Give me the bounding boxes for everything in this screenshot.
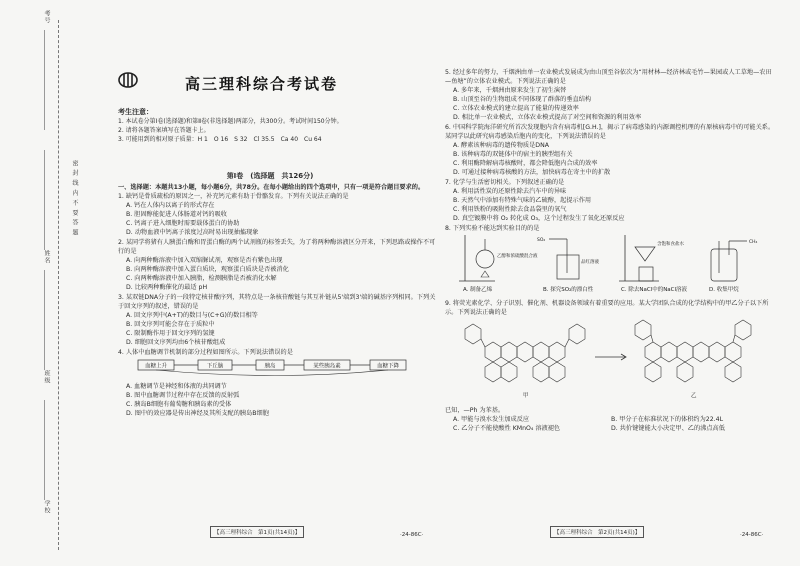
label-exam-number: 考号 [43, 10, 50, 24]
option: C. 立体农业模式的建立提高了能量的传递效率 [453, 105, 579, 112]
diagram-box-label: 胰岛 [264, 363, 276, 370]
seal-dashed-line [58, 20, 59, 550]
option: B. 回文序列可能会存在于质粒中 [126, 321, 215, 328]
option: C. 利用铁粉的吸附性除去食品袋里的氧气 [453, 206, 567, 213]
option: B. 天然气中添加有特殊气味的乙硫醇，起提示作用 [453, 197, 592, 204]
exp-label-a: A. 制备乙烯 [463, 287, 493, 293]
field-school [44, 400, 45, 500]
option: D. 图中的效应器是传出神经及其所支配的胰岛B细胞 [126, 410, 269, 417]
option: C. 乙分子不能使酸性 KMnO₄ 溶液褪色 [453, 425, 561, 432]
question-1 [118, 192, 440, 237]
exp-note: 含饱和食盐水 [657, 242, 684, 247]
question-9 [445, 299, 775, 433]
q9-options [445, 415, 775, 433]
note-line: 2. 请将各题答案填写在答题卡上。 [118, 127, 210, 134]
option: A. 回文序列中(A+T)的数目与(C+G)的数目相等 [126, 312, 258, 319]
option: D. 共价键键能大小决定甲、乙的沸点高低 [611, 425, 725, 432]
option: D. 比较两种酶催化的最适 pH [126, 284, 208, 291]
structure-label-yi: 乙 [691, 393, 697, 399]
diagram-box-label: 血糖下降 [376, 363, 400, 370]
exp-note: SO₂ [537, 238, 546, 243]
apparatus-b [537, 237, 599, 293]
section-heading: 第Ⅰ卷 (选择题 共126分) [226, 172, 314, 180]
question-stem: 5. 经过多年的努力，千烟洲由单一农业模式发展成为由山顶至谷依次为“用材林—经济林或毛竹—果园或人工草地—农田—鱼塘”的立体农业模式。下列说法正确的是 [445, 69, 772, 85]
question-stem: 7. 化学与生活密切相关。下列叙述正确的是 [445, 179, 565, 186]
question-4 [118, 348, 440, 418]
structure-label-jia: 甲 [523, 393, 529, 399]
diagram-box-label: 某些胰岛素 [313, 363, 341, 370]
option: B. 山顶至谷的生物组成不同体现了群落的垂直结构 [453, 96, 592, 103]
question-3 [118, 293, 440, 347]
question-stem: 1. 缺钙是骨质疏松的原因之一，补充钙元素有助于骨骼发育。下列有关说法正确的是 [118, 193, 349, 200]
option: A. 利用活性炭的还原性除去汽车中的异味 [453, 188, 567, 195]
exp-note: 品红溶液 [581, 260, 599, 265]
question-stem: 9. 将荧光素化学、分子识别、催化剂、机器设备领域有着重要的应用。某大学团队合成的化学结构中的甲乙分子以下所示。下列说法正确的是 [445, 300, 769, 316]
option: D. 细胞回文序列均由6个核苷酸组成 [126, 339, 226, 346]
field-name [44, 150, 45, 250]
question-7 [445, 178, 775, 223]
publisher-logo-icon [118, 70, 138, 90]
glucose-regulation-diagram [118, 357, 418, 379]
option: B. 胆固醇能促进人体肠道对钙的吸收 [126, 211, 227, 218]
molecule-jia [465, 324, 585, 382]
option: D. 相比单一农业模式，立体农业模式提高了对空间和资源的利用效率 [453, 114, 642, 121]
exam-notes [118, 108, 438, 144]
exp-label-d: D. 收集甲烷 [709, 287, 739, 293]
option: B. 该种病毒的双链体中的宿主的胰型组有关 [453, 151, 573, 158]
question-stem: 6. 中国科学院海洋研究所首次发现胞内含有病毒机[G.H.]，揭示了病毒感染的内源调控机理的有原核病毒中的可能关系。某同学以此研究病毒感染后胞内的变化，下列说法错误的是 [445, 124, 775, 140]
option: C. 限制酶作用于回文序列的氢键 [126, 330, 215, 337]
option: C. 胰岛B细胞有葡萄糖和胰岛素的受体 [126, 401, 232, 408]
binding-strip [0, 0, 96, 566]
label-class: 班级 [43, 370, 50, 384]
exp-label-b: B. 探究SO₂的漂白性 [543, 287, 594, 293]
question-5 [445, 68, 775, 122]
question-6 [445, 123, 775, 177]
option: C. 向两种酶溶液中加入胰脂，检测胰脂是否被消化水解 [126, 275, 277, 282]
exp-note: 乙醇和浓硫酸混合液 [497, 254, 538, 259]
question-stem: 4. 人体中血糖调节机制的部分过程如图所示。下列说法错误的是 [118, 349, 293, 356]
question-2 [118, 238, 440, 292]
option: B. 向两种酶溶液中加入蛋白质块，观察蛋白质块是否被消化 [126, 266, 289, 273]
exam-title: 高三理科综合考试卷 [185, 75, 339, 93]
option: D. 真空镀膜中将 O₂ 转化成 O₃，这个过程发生了氧化还原反应 [453, 215, 625, 222]
field-exam-number [44, 30, 45, 130]
option: D. 可通过接种病毒核酸的方法，加快病毒在寄主中的扩散 [453, 169, 611, 176]
option: A. 多年来，千烟洲由原来发生了初生演替 [453, 87, 567, 94]
seal-text: 密 封 线 内 不 要 答 题 [71, 160, 78, 237]
option: C. 钙离子进入细胞时需要载体蛋白的协助 [126, 220, 240, 227]
section-intro: 一、选择题：本题共13小题，每小题6分，共78分。在每小题给出的四个选项中，只有一项是符合题目要求的。 [118, 184, 425, 191]
molecular-structures-figure [445, 317, 775, 403]
exp-label-c: C. 除去NaCl中的NaCl溶液 [621, 287, 688, 293]
page-footer: 【高三理科综合 第2页(共14页)】 [550, 526, 644, 538]
question-8 [445, 224, 775, 298]
option: C. 利用酶降解病毒核酸时，都会降低胞内合成的效率 [453, 160, 598, 167]
question-list-left [118, 183, 440, 419]
molecule-yi [635, 320, 751, 382]
diagram-box-label: 血糖上升 [144, 363, 168, 370]
option: A. 酵素该种病毒的遗传物质是DNA [453, 142, 549, 149]
paper-code: ·24-86C· [400, 532, 424, 538]
question-stem: 8. 下列实验不能达到实验目的的是 [445, 225, 540, 232]
exp-note: CH₄ [749, 240, 758, 245]
label-school: 学校 [43, 500, 50, 514]
diagram-box-label: 下丘脑 [206, 363, 224, 370]
note-line: 3. 可能用到的相对原子质量：H 1 O 16 S 32 Cl 35.5 Ca 40 Cu 64 [118, 136, 322, 143]
lab-apparatus-figure [445, 233, 775, 295]
question-stem: 3. 某双链DNA分子的一段特定核苷酸序列，其特点是一条核苷酸链与其互补链从5'端到3'端的碱基序列相同。下列关于回文序列的叙述，错误的是 [118, 294, 436, 310]
option: B. 图中血糖调节过程中存在反馈的反射弧 [126, 392, 240, 399]
question-stem: 2. 某同学将猪有人胰蛋白酶和胃蛋白酶的两个试剂瓶的标签丢失，为了将两种酶溶液区分开来，下列思路或操作不可行的是 [118, 239, 436, 255]
left-page [100, 0, 440, 566]
option: A. 甲能与溴水发生加成反应 [453, 416, 530, 423]
label-name: 姓名 [43, 250, 50, 264]
notes-heading: 考生注意： [118, 108, 153, 116]
apparatus-a [459, 235, 538, 293]
right-page [445, 0, 785, 566]
option: A. 血糖调节是神经和体液的共同调节 [126, 383, 227, 390]
question-list-right [445, 68, 775, 434]
paper-code: ·24-86C· [740, 532, 764, 538]
option: B. 甲分子在标准状况下的体积约为22.4L [611, 416, 724, 423]
page-footer: 【高三理科综合 第1页(共14页)】 [210, 526, 304, 538]
note-line: 1. 本试卷分第Ⅰ卷(选择题)和第Ⅱ卷(非选择题)两部分，共300分。考试时间150分钟。 [118, 118, 343, 125]
apparatus-c [619, 235, 688, 293]
option: A. 钙在人体内以离子的形式存在 [126, 202, 215, 209]
q9-note: 已知，—Ph 为苯基。 [445, 407, 505, 414]
apparatus-d [709, 239, 758, 293]
option: A. 向两种酶溶液中加入双缩脲试剂，观察是否有紫色出现 [126, 257, 283, 264]
field-class [44, 270, 45, 370]
option: D. 动物血液中钙离子浓度过高时易出现抽搐现象 [126, 229, 259, 236]
